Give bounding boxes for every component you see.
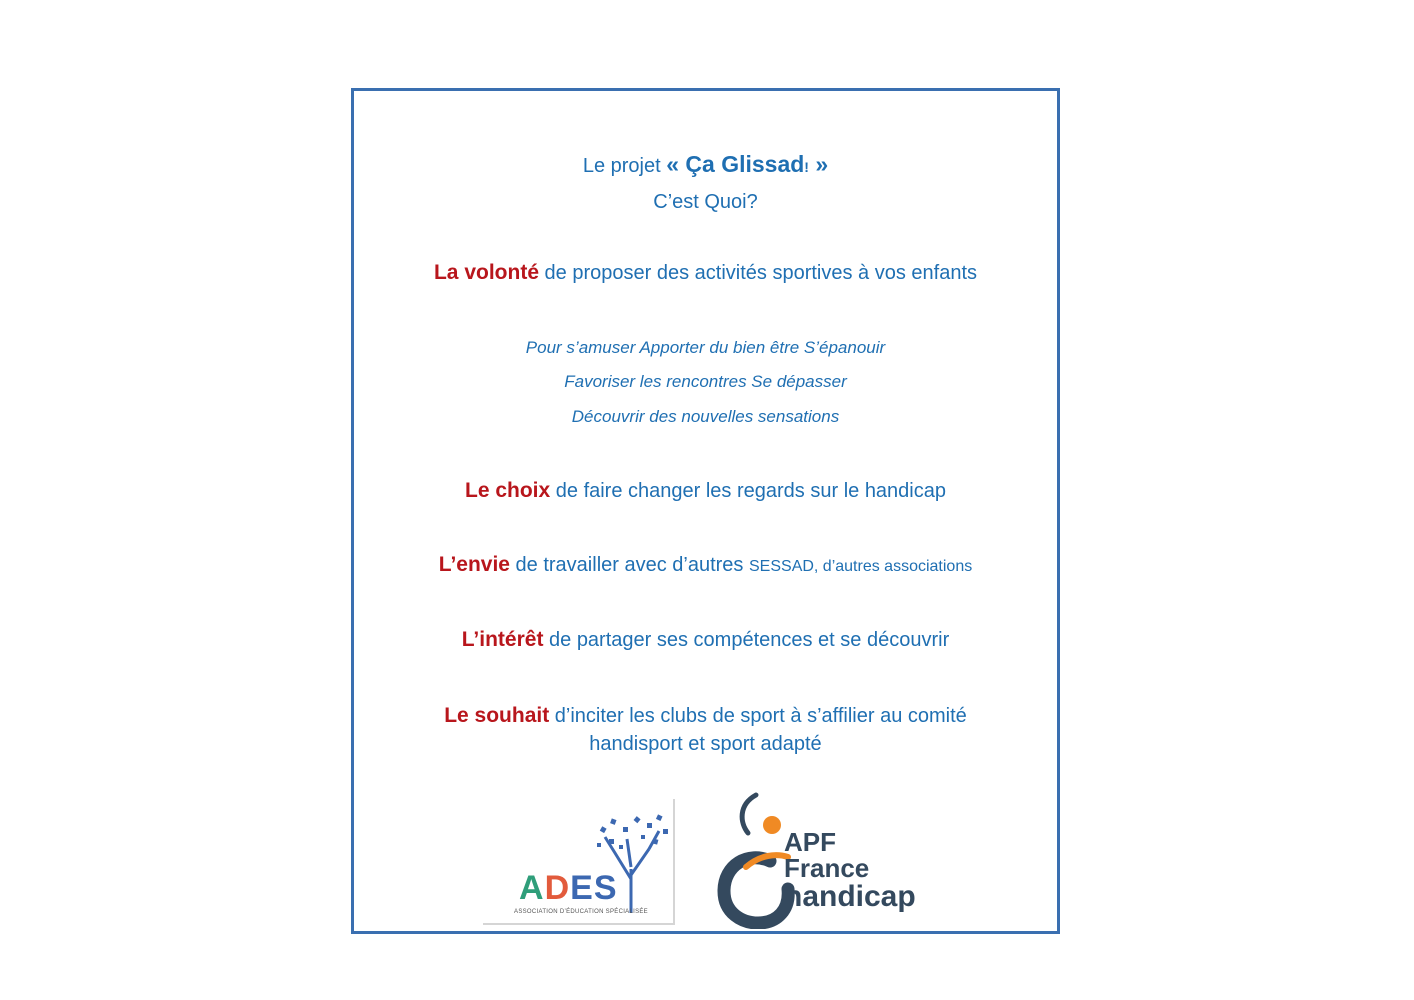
title-open-quote: «	[666, 151, 686, 177]
statement-lead: La volonté	[433, 261, 539, 284]
project-name-exclamation: !	[804, 159, 809, 175]
title-close-quote: »	[808, 151, 829, 177]
statement-interet	[354, 628, 1057, 652]
statement-lead: L’intérêt	[461, 628, 544, 651]
statement-souhait-line2: handisport et sport adapté	[589, 733, 822, 755]
page-subtitle: C’est Quoi?	[653, 191, 758, 213]
statement-lead: L’envie	[438, 553, 510, 576]
apf-line: APF	[784, 827, 836, 857]
statement-text: de proposer des activités sportives à vos enfants	[539, 262, 978, 284]
statement-text: de travailler avec d’autres	[509, 554, 749, 576]
benefit-line: Découvrir des nouvelles sensations	[571, 407, 840, 426]
statement-souhait	[354, 704, 1057, 728]
statement-lead: Le choix	[465, 479, 551, 502]
benefit-line: Pour s’amuser Apporter du bien être S’épanouir	[525, 338, 886, 357]
statement-text-small: SESSAD, d’autres associations	[749, 558, 973, 575]
apf-line: handicap	[784, 880, 916, 913]
ades-logo	[483, 799, 675, 925]
statement-envie	[354, 553, 1057, 577]
ades-letter: A	[519, 869, 545, 907]
statement-text: de faire changer les regards sur le handicap	[550, 480, 946, 502]
flyer-frame	[351, 88, 1060, 934]
title-prefix: Le projet	[582, 155, 667, 177]
statement-lead: Le souhait	[444, 704, 550, 727]
statement-volonte	[354, 261, 1057, 285]
page-title	[354, 151, 1057, 178]
statement-text: de partager ses compétences et se découvrir	[543, 629, 950, 651]
ades-letter: S	[593, 869, 618, 907]
apf-logo	[716, 791, 936, 929]
benefit-line: Favoriser les rencontres Se dépasser	[564, 372, 847, 391]
project-name: Ça Glissad	[685, 151, 805, 177]
ades-tagline: ASSOCIATION D’ÉDUCATION SPÉCIALISÉE	[514, 909, 648, 915]
ades-wordmark	[519, 869, 618, 908]
ades-letter: E	[570, 869, 594, 907]
apf-line: France	[784, 853, 870, 883]
ades-letter: D	[544, 869, 571, 907]
apf-wordmark	[784, 829, 916, 913]
statement-choix	[354, 479, 1057, 503]
statement-text: d’inciter les clubs de sport à s’affilier au comité	[549, 705, 967, 727]
